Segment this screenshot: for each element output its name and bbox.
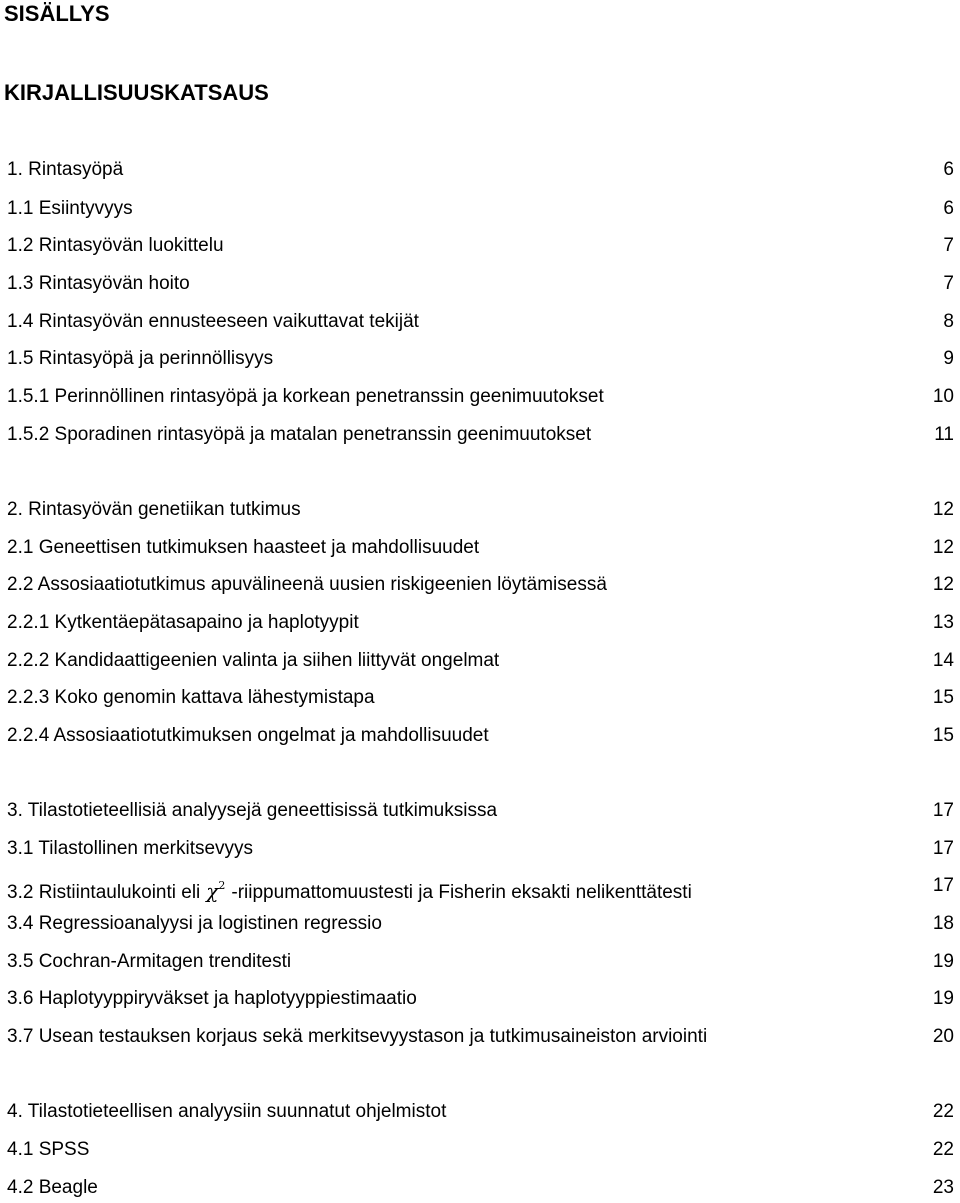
toc-entry-page: 18: [932, 913, 954, 934]
toc-entry: [7, 536, 954, 560]
toc-entry-label: 1.4 Rintasyövän ennusteeseen vaikuttavat tekijät: [7, 311, 419, 332]
toc-entry: [7, 1138, 954, 1162]
toc-entry-label: 3.1 Tilastollinen merkitsevyys: [7, 838, 254, 859]
toc-entry-label: 2.2.3 Koko genomin kattava lähestymistapa: [7, 687, 375, 708]
toc-entry-label: 4. Tilastotieteellisen analyysiin suunnatut ohjelmistot: [7, 1101, 447, 1122]
toc-entry-page: 14: [932, 650, 954, 671]
toc-entry-page: 6: [943, 159, 954, 180]
toc-entry-label: [7, 874, 692, 905]
toc-entry-page: 22: [932, 1139, 954, 1160]
document-title: SISÄLLYS: [4, 1, 110, 26]
toc-entry: [7, 158, 954, 182]
toc-entry-page: 12: [932, 499, 954, 520]
chi-symbol: χ: [206, 879, 219, 903]
toc-entry-label: 1.5.2 Sporadinen rintasyöpä ja matalan penetranssin geenimuutokset: [7, 424, 592, 445]
toc-entry-label: 3.7 Usean testauksen korjaus sekä merkitsevyystason ja tutkimusaineiston arviointi: [7, 1026, 708, 1047]
chi-superscript: 2: [218, 879, 226, 892]
toc-entry: [7, 573, 954, 597]
toc-entry: [7, 724, 954, 748]
toc-entry-page: 19: [932, 951, 954, 972]
toc-entry-label-end: -riippumattomuustesti ja Fisherin eksakti nelikenttätesti: [231, 882, 692, 903]
toc-entry: [7, 310, 954, 334]
toc-entry-page: 12: [932, 574, 954, 595]
toc-entry: [7, 611, 954, 635]
toc-entry: [7, 912, 954, 936]
toc-entry-page: 15: [932, 687, 954, 708]
toc-entry: [7, 1025, 954, 1049]
toc-entry: [7, 385, 954, 409]
toc-entry: [7, 837, 954, 861]
toc-entry-page: 6: [943, 198, 954, 219]
toc-entry: [7, 874, 954, 903]
chi-square-symbol: [206, 879, 225, 903]
toc-entry-page: 10: [932, 386, 954, 407]
toc-entry-label: 1.1 Esiintyvyys: [7, 198, 133, 219]
toc-entry-label: 4.2 Beagle: [7, 1177, 98, 1198]
toc-entry-page: 17: [932, 875, 954, 896]
toc-entry-page: 8: [943, 311, 954, 332]
toc-entry-label: 3.5 Cochran-Armitagen trenditesti: [7, 951, 292, 972]
toc-entry-page: 13: [932, 612, 954, 633]
toc-entry-page: 22: [932, 1101, 954, 1122]
toc-entry-page: 15: [932, 725, 954, 746]
toc-entry-label: 4.1 SPSS: [7, 1139, 90, 1160]
toc-entry-page: 19: [932, 988, 954, 1009]
toc-entry: [7, 498, 954, 522]
toc-entry-page: 9: [943, 348, 954, 369]
toc-entry: [7, 950, 954, 974]
toc-entry-label: 1. Rintasyöpä: [7, 159, 124, 180]
toc-entry-label: 3.4 Regressioanalyysi ja logistinen regressio: [7, 913, 382, 934]
toc-entry: [7, 799, 954, 823]
toc-entry-label: 2.2.4 Assosiaatiotutkimuksen ongelmat ja mahdollisuudet: [7, 725, 489, 746]
toc-entry: [7, 423, 954, 447]
toc-entry-page: 20: [932, 1026, 954, 1047]
toc-entry-label: 2.1 Geneettisen tutkimuksen haasteet ja mahdollisuudet: [7, 537, 480, 558]
toc-entry-label: 2.2 Assosiaatiotutkimus apuvälineenä uusien riskigeenien löytämisessä: [7, 574, 607, 595]
toc-entry-label-start: 3.2 Ristiintaulukointi eli: [7, 882, 201, 903]
toc-entry-label: 3.6 Haplotyyppiryväkset ja haplotyyppiestimaatio: [7, 988, 417, 1009]
toc-entry-page: 7: [943, 273, 954, 294]
toc-entry: [7, 686, 954, 710]
toc-entry: [7, 649, 954, 673]
toc-entry-label: 2. Rintasyövän genetiikan tutkimus: [7, 499, 301, 520]
toc-entry-label: 1.5 Rintasyöpä ja perinnöllisyys: [7, 348, 274, 369]
toc-entry: [7, 987, 954, 1011]
toc-entry-page: 17: [932, 838, 954, 859]
toc-entry-label: 2.2.2 Kandidaattigeenien valinta ja siihen liittyvät ongelmat: [7, 650, 500, 671]
section-title: KIRJALLISUUSKATSAUS: [4, 80, 269, 105]
toc-entry-label: 1.5.1 Perinnöllinen rintasyöpä ja korkean penetranssin geenimuutokset: [7, 386, 604, 407]
toc-entry-label: 2.2.1 Kytkentäepätasapaino ja haplotyypit: [7, 612, 359, 633]
toc-entry-page: 12: [932, 537, 954, 558]
toc-entry: [7, 272, 954, 296]
toc-entry-page: 11: [934, 424, 954, 445]
toc-entry: [7, 347, 954, 371]
toc-entry-label: 1.2 Rintasyövän luokittelu: [7, 235, 224, 256]
toc-entry-page: 23: [932, 1177, 954, 1198]
toc-entry: [7, 234, 954, 258]
toc-entry: [7, 197, 954, 221]
toc-entry-page: 7: [943, 235, 954, 256]
toc-entry-label: 3. Tilastotieteellisiä analyysejä geneettisissä tutkimuksissa: [7, 800, 498, 821]
toc-entry-label: 1.3 Rintasyövän hoito: [7, 273, 190, 294]
toc-entry: [7, 1176, 954, 1200]
toc-entry: [7, 1100, 954, 1124]
toc-entry-page: 17: [932, 800, 954, 821]
